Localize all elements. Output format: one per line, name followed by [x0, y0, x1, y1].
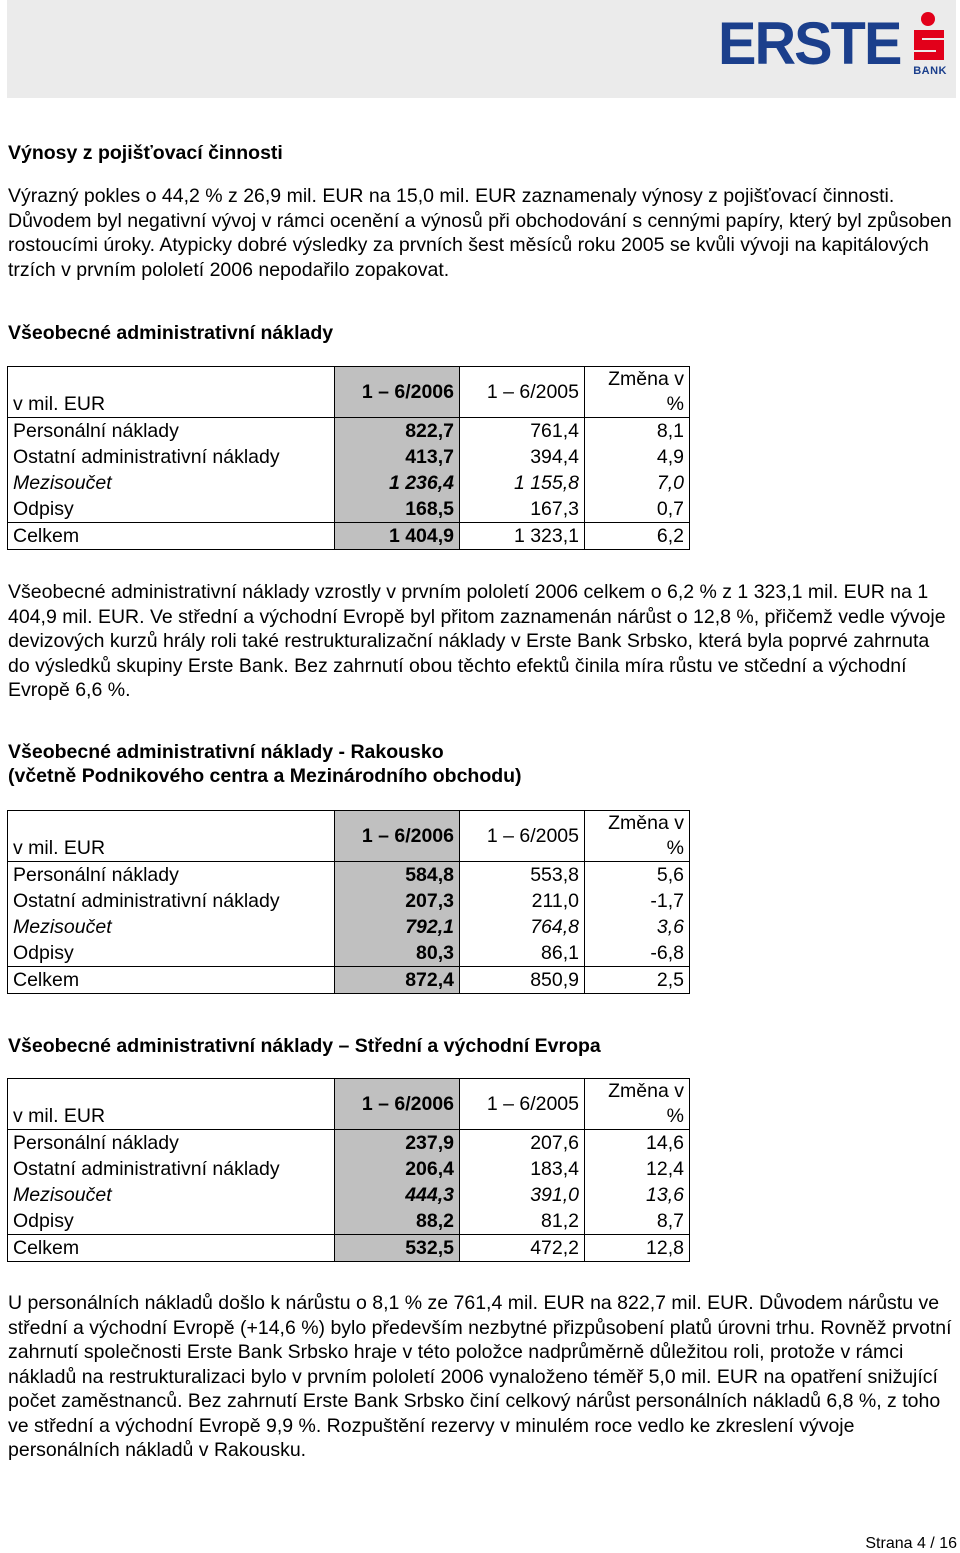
cell-change: -1,7: [585, 888, 690, 914]
cell-2005: 394,4: [460, 444, 585, 470]
unit-label: v mil. EUR: [8, 1079, 335, 1130]
page-header: [7, 0, 956, 98]
cell-2005: 1 323,1: [460, 523, 585, 550]
cell-2006: 792,1: [335, 914, 460, 940]
row-label: Ostatní administrativní náklady: [8, 888, 335, 914]
cell-2005: 86,1: [460, 940, 585, 967]
table-row: [8, 862, 690, 889]
table-header-row: [8, 1079, 690, 1130]
erste-bank-logo: [718, 10, 950, 80]
table-row: [8, 1156, 690, 1182]
cell-2006: 1 404,9: [335, 523, 460, 550]
table-row-subtotal: [8, 470, 690, 496]
cell-2006: 822,7: [335, 418, 460, 445]
table-row-total: [8, 523, 690, 550]
logo-wordmark: ERSTE: [718, 10, 901, 77]
table-row: [8, 418, 690, 445]
cell-change: 5,6: [585, 862, 690, 889]
cell-2006: 207,3: [335, 888, 460, 914]
row-label: Celkem: [8, 1235, 335, 1262]
logo-bank-label: BANK: [913, 65, 947, 77]
cell-2006: 532,5: [335, 1235, 460, 1262]
cell-2005: 472,2: [460, 1235, 585, 1262]
col-header-change: Změna v %: [585, 1079, 690, 1130]
cell-2006: 584,8: [335, 862, 460, 889]
paragraph: Výrazný pokles o 44,2 % z 26,9 mil. EUR na 15,0 mil. EUR zaznamenaly výnosy z pojišťovací činnosti. Důvodem byl negativní vývoj v rámci ocenění a výnosů při obchodování s cennými papíry, který byl způsoben rostoucími úroky. Atypicky dobré výsledky za prvních šest měsíců roku 2005 se kvůli vývoji na kapitálových trzích v prvním pololetí 2006 nepodařilo zopakovat.: [8, 185, 952, 281]
section-subtitle: (včetně Podnikového centra a Mezinárodního obchodu): [8, 765, 522, 787]
row-label: Ostatní administrativní náklady: [8, 444, 335, 470]
cell-change: 2,5: [585, 967, 690, 994]
col-header-2005: 1 – 6/2005: [460, 367, 585, 418]
section-austria: [8, 740, 522, 788]
table-row-subtotal: [8, 914, 690, 940]
col-header-2006: 1 – 6/2006: [335, 367, 460, 418]
cell-2005: 1 155,8: [460, 470, 585, 496]
cell-change: 12,4: [585, 1156, 690, 1182]
section-insurance-text: [8, 184, 956, 282]
section-admin-costs-text: [8, 580, 956, 703]
unit-label: v mil. EUR: [8, 367, 335, 418]
col-header-change: Změna v %: [585, 811, 690, 862]
austria-costs-table: [7, 810, 690, 994]
section-cee-text: [8, 1291, 956, 1463]
cell-2006: 80,3: [335, 940, 460, 967]
cell-change: 8,1: [585, 418, 690, 445]
cell-2006: 872,4: [335, 967, 460, 994]
cee-costs-table: [7, 1078, 690, 1262]
cell-2006: 237,9: [335, 1130, 460, 1157]
section-title: Výnosy z pojišťovací činnosti: [8, 142, 283, 164]
row-label: Odpisy: [8, 940, 335, 967]
section-insurance: [8, 141, 283, 165]
row-label: Celkem: [8, 523, 335, 550]
cell-2006: 206,4: [335, 1156, 460, 1182]
paragraph: Všeobecné administrativní náklady vzrostly v prvním pololetí 2006 celkem o 6,2 % z 1 323,1 mil. EUR na 1 404,9 mil. EUR. Ve střední a východní Evropě byl přitom zaznamenán nárůst o 12,8 %, přičemž vedle vývoje devizových kurzů hrály roli také restrukturalizační náklady v Erste Bank Srbsko, která byla poprvé zahrnuta do výsledků skupiny Erste Bank. Bez zahrnutí obou těchto efektů činila míra růstu ve stčední a východní Evropě 6,6 %.: [8, 581, 946, 701]
row-label: Mezisoučet: [8, 470, 335, 496]
table-row: [8, 888, 690, 914]
table-header-row: [8, 367, 690, 418]
cell-2005: 850,9: [460, 967, 585, 994]
row-label: Celkem: [8, 967, 335, 994]
section-admin-costs: [8, 321, 333, 345]
paragraph: U personálních nákladů došlo k nárůstu o 8,1 % ze 761,4 mil. EUR na 822,7 mil. EUR. Důvodem nárůstu ve střední a východní Evropě (+14,6 %) bylo především nezbytné přizpůsobení platů úrovni trhu. Rovněž prvotní zahrnutí společnosti Erste Bank Srbsko hraje v této položce nadprůměrně důležitou roli, protože v rámci nákladů na restrukturalizaci bylo v prvním pololetí 2006 vynaloženo téměř 5,0 mil. EUR na opatření snižující počet zaměstnanců. Bez zahrnutí Erste Bank Srbsko činí celkový nárůst personálních nákladů 6,8 %, z toho ve střední a východní Evropě 9,9 %. Rozpuštění rezervy v minulém roce vedlo ke zkreslení vývoje personálních nákladů v Rakousku.: [8, 1292, 952, 1461]
col-header-2005: 1 – 6/2005: [460, 1079, 585, 1130]
cell-2006: 1 236,4: [335, 470, 460, 496]
cell-change: 14,6: [585, 1130, 690, 1157]
row-label: Personální náklady: [8, 862, 335, 889]
row-label: Mezisoučet: [8, 914, 335, 940]
cell-2005: 167,3: [460, 496, 585, 523]
table-row: [8, 1208, 690, 1235]
table-row-total: [8, 967, 690, 994]
section-title: Všeobecné administrativní náklady: [8, 322, 334, 344]
table-row-total: [8, 1235, 690, 1262]
cell-change: 8,7: [585, 1208, 690, 1235]
cell-2006: 444,3: [335, 1182, 460, 1208]
section-title: Všeobecné administrativní náklady – Střední a východní Evropa: [8, 1035, 601, 1057]
section-title: Všeobecné administrativní náklady - Rakousko: [8, 741, 444, 763]
cell-2005: 764,8: [460, 914, 585, 940]
cell-change: 7,0: [585, 470, 690, 496]
cell-2006: 413,7: [335, 444, 460, 470]
cell-2005: 391,0: [460, 1182, 585, 1208]
col-header-2006: 1 – 6/2006: [335, 811, 460, 862]
table-row-subtotal: [8, 1182, 690, 1208]
table-row: [8, 496, 690, 523]
cell-change: 0,7: [585, 496, 690, 523]
row-label: Mezisoučet: [8, 1182, 335, 1208]
row-label: Ostatní administrativní náklady: [8, 1156, 335, 1182]
table-row: [8, 940, 690, 967]
cell-change: -6,8: [585, 940, 690, 967]
table-row: [8, 444, 690, 470]
cell-2005: 207,6: [460, 1130, 585, 1157]
row-label: Odpisy: [8, 1208, 335, 1235]
unit-label: v mil. EUR: [8, 811, 335, 862]
cell-change: 13,6: [585, 1182, 690, 1208]
cell-2005: 183,4: [460, 1156, 585, 1182]
cell-change: 12,8: [585, 1235, 690, 1262]
col-header-change: Změna v %: [585, 367, 690, 418]
col-header-2005: 1 – 6/2005: [460, 811, 585, 862]
cell-change: 3,6: [585, 914, 690, 940]
table-row: [8, 1130, 690, 1157]
cell-2006: 88,2: [335, 1208, 460, 1235]
table-header-row: [8, 811, 690, 862]
section-cee: [8, 1034, 601, 1058]
admin-costs-table: [7, 366, 690, 550]
cell-2005: 553,8: [460, 862, 585, 889]
row-label: Personální náklady: [8, 1130, 335, 1157]
cell-2005: 761,4: [460, 418, 585, 445]
cell-2005: 81,2: [460, 1208, 585, 1235]
page-number: Strana 4 / 16: [865, 1535, 957, 1552]
cell-2005: 211,0: [460, 888, 585, 914]
cell-change: 6,2: [585, 523, 690, 550]
row-label: Odpisy: [8, 496, 335, 523]
cell-2006: 168,5: [335, 496, 460, 523]
cell-change: 4,9: [585, 444, 690, 470]
row-label: Personální náklady: [8, 418, 335, 445]
col-header-2006: 1 – 6/2006: [335, 1079, 460, 1130]
